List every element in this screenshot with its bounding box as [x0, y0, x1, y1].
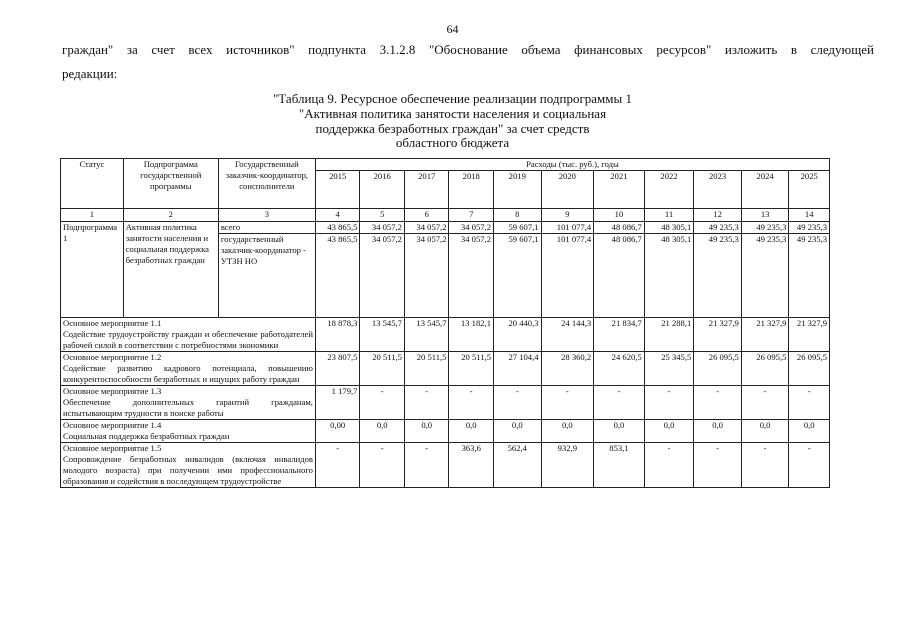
- column-number-row: [61, 209, 830, 222]
- value-cell: 34 057,2: [360, 222, 405, 234]
- value-cell: 27 104,4: [494, 352, 542, 386]
- value-cell: 21 288,1: [644, 318, 694, 352]
- value-cell: 20 511,5: [449, 352, 494, 386]
- header-row: [61, 159, 830, 171]
- column-number: 3: [218, 209, 315, 222]
- value-cell: 48 305,1: [644, 234, 694, 318]
- value-cell: -: [541, 386, 594, 420]
- value-cell: 562,4: [494, 443, 542, 488]
- value-cell: 0,0: [360, 420, 405, 443]
- value-cell: 0,0: [494, 420, 542, 443]
- subprogram-line-label: всего: [218, 222, 315, 234]
- intro-line-2: редакции:: [62, 66, 118, 81]
- event-description-cell: [61, 386, 316, 420]
- value-cell: 13 545,7: [404, 318, 449, 352]
- intro-line-1: граждан" за счет всех источников" подпункта 3.1.2.8 "Обоснование объема финансовых ресурсов" изложить в следующей: [62, 42, 874, 57]
- value-cell: 0,0: [694, 420, 742, 443]
- value-cell: 43 865,5: [315, 222, 360, 234]
- value-cell: 49 235,3: [789, 234, 830, 318]
- year-header: 2020: [541, 171, 594, 209]
- event-row: [61, 352, 830, 386]
- caption-line-1: "Таблица 9. Ресурсное обеспечение реализации подпрограммы 1: [273, 91, 632, 106]
- value-cell: 48 305,1: [644, 222, 694, 234]
- column-number: 10: [594, 209, 645, 222]
- event-description: Обеспечение дополнительных гарантий гражданам, испытывающим трудности в поиске работы: [63, 397, 313, 418]
- caption-line-3: поддержка безработных граждан" за счет средств: [315, 120, 590, 136]
- value-cell: 20 440,3: [494, 318, 542, 352]
- event-row: [61, 318, 830, 352]
- year-header: 2016: [360, 171, 405, 209]
- value-cell: 24 144,3: [541, 318, 594, 352]
- value-cell: 34 057,2: [404, 222, 449, 234]
- year-header: 2015: [315, 171, 360, 209]
- column-number: 14: [789, 209, 830, 222]
- value-cell: -: [789, 386, 830, 420]
- value-cell: -: [644, 443, 694, 488]
- column-number: 2: [123, 209, 218, 222]
- value-cell: 43 865,5: [315, 234, 360, 318]
- event-description: Содействие трудоустройству граждан и обеспечение работодателей рабочей силой в соответствии с потребностями экономики: [63, 329, 313, 350]
- value-cell: 48 086,7: [594, 234, 645, 318]
- year-header: 2022: [644, 171, 694, 209]
- header-customer: Государственный заказчик-координатор, соисполнители: [218, 159, 315, 209]
- value-cell: 20 511,5: [360, 352, 405, 386]
- event-description: Сопровождение безработных инвалидов (включая инвалидов молодого возраста) при получении ими профессионального образования и содействия в последующем трудоустройстве: [63, 454, 313, 486]
- value-cell: 932,9: [541, 443, 594, 488]
- value-cell: 0,0: [404, 420, 449, 443]
- value-cell: 363,6: [449, 443, 494, 488]
- subprogram-name: Активная политика занятости населения и социальная поддержка безработных граждан: [123, 222, 218, 318]
- column-number: 12: [694, 209, 742, 222]
- value-cell: 26 095,5: [789, 352, 830, 386]
- value-cell: 101 077,4: [541, 234, 594, 318]
- value-cell: -: [594, 386, 645, 420]
- value-cell: -: [404, 443, 449, 488]
- value-cell: -: [449, 386, 494, 420]
- value-cell: -: [694, 443, 742, 488]
- value-cell: -: [789, 443, 830, 488]
- value-cell: 26 095,5: [694, 352, 742, 386]
- value-cell: 20 511,5: [404, 352, 449, 386]
- value-cell: 0,00: [315, 420, 360, 443]
- year-header: 2019: [494, 171, 542, 209]
- events-body: [61, 318, 830, 488]
- value-cell: 26 095,5: [741, 352, 789, 386]
- value-cell: 0,0: [644, 420, 694, 443]
- event-title: Основное мероприятие 1.2: [63, 352, 162, 362]
- event-description: Социальная поддержка безработных граждан: [63, 431, 230, 441]
- value-cell: 101 077,4: [541, 222, 594, 234]
- year-header: 2025: [789, 171, 830, 209]
- subprogram-status: Подпрограмма 1: [61, 222, 124, 318]
- value-cell: 34 057,2: [449, 234, 494, 318]
- value-cell: 0,0: [541, 420, 594, 443]
- column-number: 9: [541, 209, 594, 222]
- year-header: 2023: [694, 171, 742, 209]
- year-header: 2017: [404, 171, 449, 209]
- header-expenses: Расходы (тыс. руб.), годы: [315, 159, 829, 171]
- budget-table: [60, 158, 830, 488]
- value-cell: -: [404, 386, 449, 420]
- value-cell: 21 327,9: [741, 318, 789, 352]
- column-number: 11: [644, 209, 694, 222]
- value-cell: 34 057,2: [360, 234, 405, 318]
- event-title: Основное мероприятие 1.1: [63, 318, 162, 328]
- value-cell: 59 607,1: [494, 222, 542, 234]
- column-number: 1: [61, 209, 124, 222]
- subprogram-line-label: государственный заказчик-координатор - УТЗН НО: [218, 234, 315, 318]
- column-number: 4: [315, 209, 360, 222]
- value-cell: -: [360, 443, 405, 488]
- year-header: 2024: [741, 171, 789, 209]
- header-subprogram: Подпрограмма государственной программы: [123, 159, 218, 209]
- event-row: [61, 443, 830, 488]
- value-cell: 59 607,1: [494, 234, 542, 318]
- value-cell: 49 235,3: [789, 222, 830, 234]
- value-cell: 25 345,5: [644, 352, 694, 386]
- value-cell: 0,0: [741, 420, 789, 443]
- value-cell: 49 235,3: [741, 222, 789, 234]
- value-cell: -: [315, 443, 360, 488]
- value-cell: 0,0: [449, 420, 494, 443]
- caption-line-4: областного бюджета: [395, 135, 510, 151]
- value-cell: -: [694, 386, 742, 420]
- value-cell: 13 545,7: [360, 318, 405, 352]
- event-title: Основное мероприятие 1.4: [63, 420, 162, 430]
- value-cell: -: [644, 386, 694, 420]
- value-cell: 21 327,9: [789, 318, 830, 352]
- value-cell: 21 834,7: [594, 318, 645, 352]
- value-cell: -: [741, 443, 789, 488]
- value-cell: 34 057,2: [449, 222, 494, 234]
- value-cell: 853,1: [594, 443, 645, 488]
- value-cell: 28 360,2: [541, 352, 594, 386]
- event-title: Основное мероприятие 1.3: [63, 386, 162, 396]
- value-cell: 49 235,3: [741, 234, 789, 318]
- year-header: 2021: [594, 171, 645, 209]
- value-cell: 34 057,2: [404, 234, 449, 318]
- value-cell: 49 235,3: [694, 234, 742, 318]
- value-cell: 0,0: [594, 420, 645, 443]
- value-cell: -: [741, 386, 789, 420]
- value-cell: 24 620,5: [594, 352, 645, 386]
- value-cell: 23 807,5: [315, 352, 360, 386]
- event-description: Содействие развитию кадрового потенциала, повышению конкурентоспособности безработных и ищущих работу граждан: [63, 363, 313, 384]
- event-row: [61, 386, 830, 420]
- event-description-cell: [61, 443, 316, 488]
- value-cell: 13 182,1: [449, 318, 494, 352]
- event-description-cell: [61, 352, 316, 386]
- value-cell: -: [360, 386, 405, 420]
- subprogram-total-row: [61, 222, 830, 234]
- year-header: 2018: [449, 171, 494, 209]
- column-number: 8: [494, 209, 542, 222]
- value-cell: 1 179,7: [315, 386, 360, 420]
- value-cell: 0,0: [789, 420, 830, 443]
- value-cell: 48 086,7: [594, 222, 645, 234]
- page-number: 64: [446, 22, 459, 36]
- value-cell: 49 235,3: [694, 222, 742, 234]
- intro-paragraph: [62, 38, 874, 86]
- event-row: [61, 420, 830, 443]
- value-cell: 21 327,9: [694, 318, 742, 352]
- column-number: 7: [449, 209, 494, 222]
- header-status: Статус: [61, 159, 124, 209]
- event-description-cell: [61, 318, 316, 352]
- column-number: 6: [404, 209, 449, 222]
- value-cell: 18 878,3: [315, 318, 360, 352]
- caption-line-2: "Активная политика занятости населения и социальная: [298, 105, 607, 121]
- value-cell: -: [494, 386, 542, 420]
- column-number: 13: [741, 209, 789, 222]
- event-title: Основное мероприятие 1.5: [63, 443, 162, 453]
- column-number: 5: [360, 209, 405, 222]
- event-description-cell: [61, 420, 316, 443]
- table-caption: [0, 92, 905, 151]
